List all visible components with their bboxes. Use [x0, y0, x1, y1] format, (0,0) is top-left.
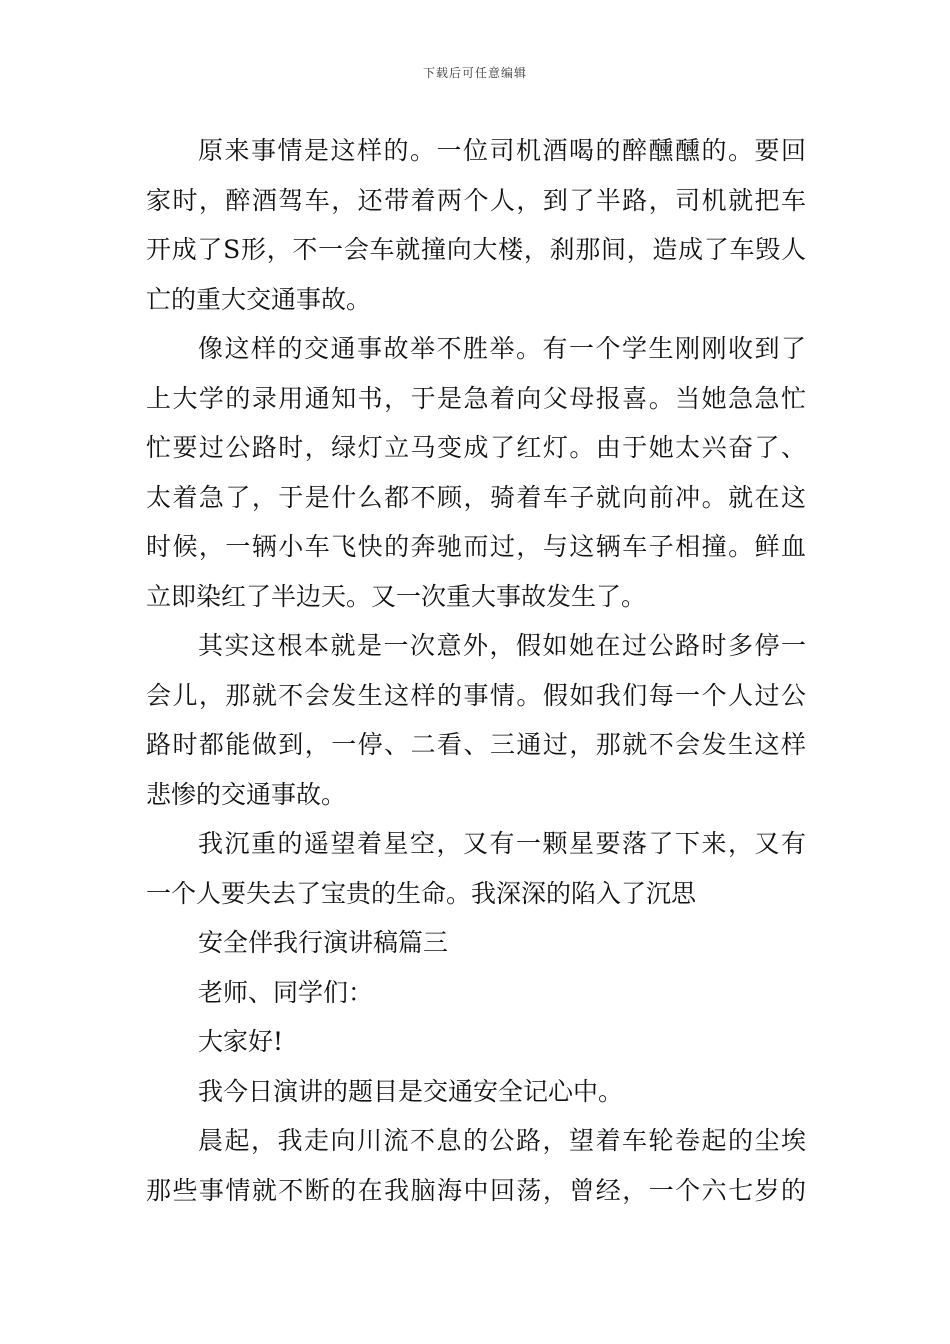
- text-line: 老师、同学们：: [198, 977, 374, 1007]
- text-line: 安全伴我行演讲稿篇三: [198, 928, 449, 957]
- text-line: 一个人要失去了宝贵的生命。我深深的陷入了沉思: [146, 878, 697, 908]
- text-line: 路时都能做到，一停、二看、三通过，那就不会发生这样: [146, 730, 806, 759]
- text-line: 忙要过公路时，绿灯立马变成了红灯。由于她太兴奋了、: [146, 433, 806, 462]
- page-header: 下载后可任意编辑: [422, 66, 527, 80]
- text-line: 大家好!: [198, 1027, 284, 1056]
- text-line: 会儿，那就不会发生这样的事情。假如我们每一个人过公: [146, 680, 806, 710]
- text-line: 其实这根本就是一次意外，假如她在过公路时多停一: [198, 631, 806, 660]
- text-line: 立即染红了半边天。又一次重大事故发生了。: [146, 581, 647, 611]
- text-line: 像这样的交通事故举不胜举。有一个学生刚刚收到了: [198, 334, 806, 363]
- text-line: 开成了S形，不一会车就撞向大楼，刹那间，造成了车毁人: [146, 235, 806, 264]
- text-line: 上大学的录用通知书，于是急着向父母报喜。当她急急忙: [146, 383, 806, 413]
- text-line: 太着急了，于是什么都不顾，骑着车子就向前冲。就在这: [146, 482, 806, 512]
- text-line: 我今日演讲的题目是交通安全记心中。: [198, 1076, 624, 1106]
- text-line: 我沉重的遥望着星空，又有一颗星要落了下来，又有: [198, 829, 806, 858]
- text-line: 那些事情就不断的在我脑海中回荡，曾经，一个六七岁的: [146, 1175, 806, 1205]
- text-line: 亡的重大交通事故。: [146, 284, 372, 314]
- text-line: 晨起，我走向川流不息的公路，望着车轮卷起的尘埃: [198, 1126, 806, 1155]
- text-line: 原来事情是这样的。一位司机酒喝的醉醺醺的。要回: [198, 136, 806, 165]
- document-body: [146, 126, 806, 1215]
- text-line: 悲惨的交通事故。: [146, 779, 347, 809]
- text-line: 家时，醉酒驾车，还带着两个人，到了半路，司机就把车: [146, 185, 806, 215]
- text-line: 时候，一辆小车飞快的奔驰而过，与这辆车子相撞。鲜血: [146, 532, 806, 561]
